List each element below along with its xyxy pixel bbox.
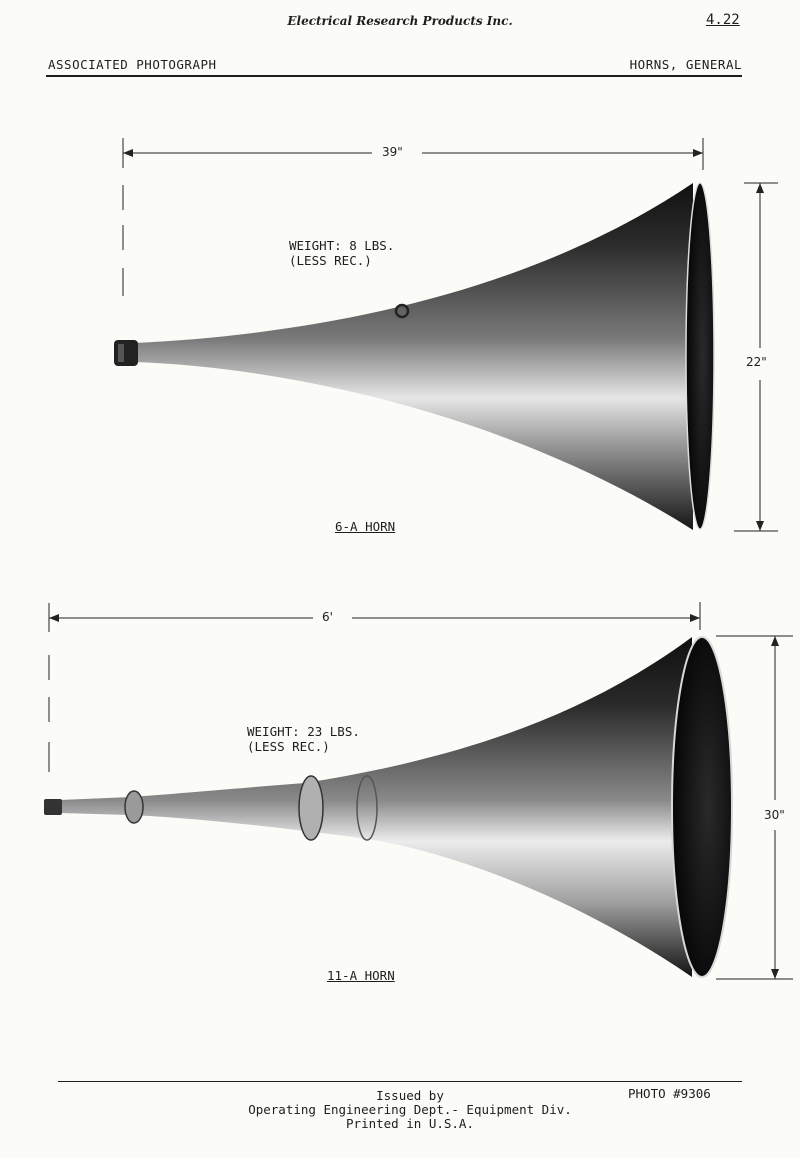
horn-11a-caption: 11-A HORN [327, 968, 395, 983]
horn-11a-body [44, 637, 732, 977]
footer-department: Operating Engineering Dept.- Equipment Div. [248, 1102, 572, 1117]
footer-printed: Printed in U.S.A. [346, 1116, 474, 1131]
horn-6a-weight: WEIGHT: 8 LBS. [289, 238, 395, 253]
page-number: 4.22 [706, 12, 740, 28]
horn-6a-height-label: 22" [742, 355, 771, 369]
horn-11a-width-label: 6' [318, 610, 337, 624]
horn-6a-caption: 6-A HORN [335, 519, 396, 534]
horn-11a-height-label: 30" [760, 808, 789, 822]
horn-6a-body [114, 183, 714, 530]
company-name: Electrical Research Products Inc. [287, 14, 513, 28]
horn-6a-width-label: 39" [378, 145, 407, 159]
horn-11a-weight-note: (LESS REC.) [247, 739, 330, 754]
horn-11a-weight: WEIGHT: 23 LBS. [247, 724, 360, 739]
category-label: HORNS, GENERAL [629, 57, 742, 72]
footer-issued-by: Issued by [376, 1088, 444, 1103]
photo-number: PHOTO #9306 [628, 1086, 711, 1101]
horn-6a-weight-note: (LESS REC.) [289, 253, 372, 268]
footer-rule [58, 1081, 742, 1082]
section-label: ASSOCIATED PHOTOGRAPH [48, 57, 217, 72]
